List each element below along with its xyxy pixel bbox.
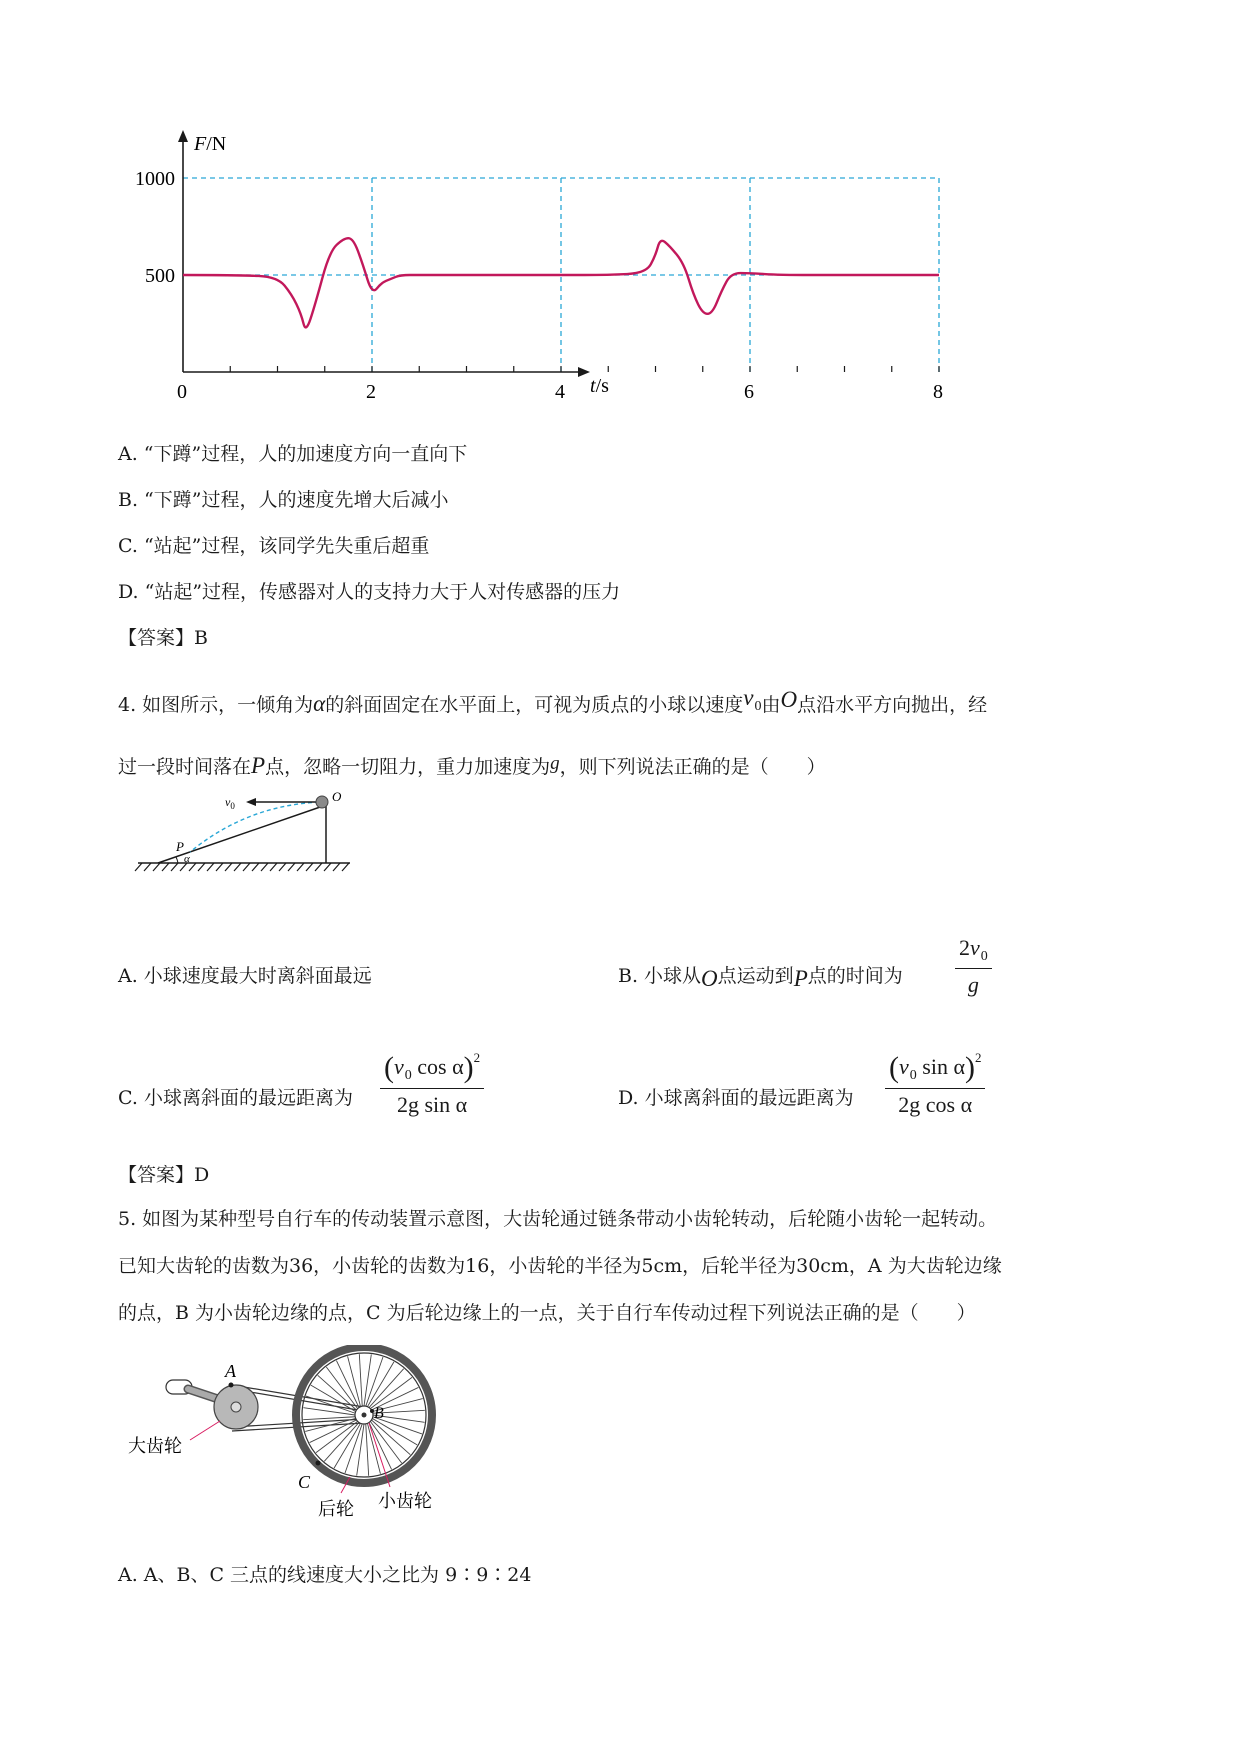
hatch-mark <box>216 863 223 871</box>
chart-axes <box>178 130 590 377</box>
spoke <box>305 1418 355 1431</box>
q4-option-c: C. 小球离斜面的最远距离为 <box>118 1087 353 1109</box>
q3-option-a: A. “下蹲”过程，人的加速度方向一直向下 <box>118 443 468 465</box>
small-gear-hub <box>362 1413 367 1418</box>
spoke <box>366 1424 369 1476</box>
hatch-mark <box>144 863 151 871</box>
q5-option-a: A. A、B、C 三点的线速度大小之比为 9∶9∶24 <box>118 1564 532 1586</box>
hatch-mark <box>261 863 268 871</box>
bicycle-transmission-figure <box>128 1345 468 1535</box>
hatch-mark <box>243 863 250 871</box>
q4-option-b: B. 小球从O点运动到P点的时间为 <box>618 965 903 991</box>
q3-option-b: B. “下蹲”过程，人的速度先增大后减小 <box>118 489 449 511</box>
hatch-mark <box>135 863 142 871</box>
x-axis-label: t/s <box>590 375 609 397</box>
x-tick-label: 8 <box>933 381 943 403</box>
fig-label-big-gear: 大齿轮 <box>128 1436 182 1457</box>
hatch-mark <box>234 863 241 871</box>
fig-o-label: O <box>332 789 342 804</box>
fig-label-a: A <box>225 1361 236 1381</box>
hatch-mark <box>153 863 160 871</box>
q4-answer: 【答案】D <box>118 1164 210 1186</box>
fig-alpha-label: α <box>184 853 190 865</box>
q4-option-d: D. 小球离斜面的最远距离为 <box>618 1087 854 1109</box>
hatch-mark <box>315 863 322 871</box>
fig-p-label: P <box>176 839 184 854</box>
q3-option-c: C. “站起”过程，该同学先失重后超重 <box>118 535 430 557</box>
y-axis-arrow <box>178 130 188 142</box>
hatch-mark <box>279 863 286 871</box>
hatch-mark <box>342 863 349 871</box>
x-tick-label: 6 <box>744 381 754 403</box>
hatch-mark <box>297 863 304 871</box>
x-tick-label: 0 <box>177 381 187 403</box>
chart-ticks <box>135 168 943 403</box>
point-c-dot <box>316 1461 321 1466</box>
x-axis-arrow <box>578 367 590 377</box>
hatch-mark <box>225 863 232 871</box>
y-tick-label: 500 <box>145 265 175 287</box>
hatch-mark <box>207 863 214 871</box>
q4-option-a: A. 小球速度最大时离斜面最远 <box>118 965 372 987</box>
y-axis-label: F/N <box>194 133 227 155</box>
spoke <box>367 1423 380 1473</box>
spoke <box>310 1420 357 1443</box>
fig-label-b: B <box>374 1405 384 1422</box>
spoke <box>359 1354 362 1406</box>
x-tick-label: 4 <box>555 381 565 403</box>
incline-projectile-figure <box>130 785 370 900</box>
fig-label-rear-wheel: 后轮 <box>318 1499 354 1520</box>
q4-option-b-fraction: $\frac{2v_0}{g}$ <box>955 935 992 998</box>
leader-big-gear <box>190 1421 220 1440</box>
angle-arc <box>176 857 178 863</box>
fig-label-c: C <box>298 1472 311 1492</box>
spoke <box>369 1422 392 1469</box>
y-tick-label: 1000 <box>135 168 175 190</box>
hatch-mark <box>198 863 205 871</box>
q5-stem-line2: 已知大齿轮的齿数为36，小齿轮的齿数为16，小齿轮的半径为5cm，后轮半径为30cm，A 为大齿轮边缘 <box>118 1255 1002 1277</box>
hatch-mark <box>270 863 277 871</box>
hatch-mark <box>288 863 295 871</box>
q4-option-c-fraction: $\frac{(v_0 \cos \alpha)^2}{\text{2g sin α}}$ <box>380 1050 484 1118</box>
q3-answer: 【答案】B <box>118 627 208 649</box>
q3-option-d: D. “站起”过程，传感器对人的支持力大于人对传感器的压力 <box>118 581 621 603</box>
x-tick-label: 2 <box>366 381 376 403</box>
point-a-dot <box>229 1383 234 1388</box>
spoke <box>336 1361 359 1408</box>
hatch-mark <box>171 863 178 871</box>
hatch-mark <box>333 863 340 871</box>
q4-option-d-fraction: $\frac{(v_0 \sin \alpha)^2}{\text{2g cos α}}$ <box>885 1050 985 1118</box>
hatch-mark <box>306 863 313 871</box>
fig-label-small-gear: 小齿轮 <box>378 1491 432 1512</box>
velocity-arrowhead <box>246 798 256 806</box>
q5-stem-line1: 5. 如图为某种型号自行车的传动装置示意图，大齿轮通过链条带动小齿轮转动，后轮随小齿轮一起转动。 <box>118 1208 998 1230</box>
q4-option-d-fn: sin α <box>922 1054 965 1079</box>
spoke <box>303 1417 355 1420</box>
spoke <box>326 1367 357 1409</box>
q4-option-c-fn: cos α <box>417 1054 464 1079</box>
q4-stem-line2: 过一段时间落在P点，忽略一切阻力，重力加速度为g，则下列说法正确的是（ ） <box>118 753 826 778</box>
hatch-mark <box>252 863 259 871</box>
q4-stem-line1: 4. 如图所示，一倾角为α的斜面固定在水平面上，可视为质点的小球以速度$v_0$由O点沿水平方向抛出，经 <box>118 685 988 716</box>
spoke <box>366 1357 383 1406</box>
fig-v0-label: $v_0$ <box>225 795 235 811</box>
hatch-mark <box>189 863 196 871</box>
force-time-chart <box>0 0 1240 420</box>
spoke <box>348 1356 361 1406</box>
spoke <box>357 1424 364 1476</box>
ball-icon <box>316 796 328 808</box>
ground-hatching <box>135 863 349 871</box>
q5-stem-line3: 的点，B 为小齿轮边缘的点，C 为后轮边缘上的一点，关于自行车传动过程下列说法正确的是（ ） <box>118 1302 976 1324</box>
spoke <box>370 1377 412 1408</box>
hatch-mark <box>324 863 331 871</box>
big-gear-hub <box>231 1402 241 1412</box>
spoke <box>345 1424 362 1473</box>
hatch-mark <box>162 863 169 871</box>
spoke <box>364 1354 371 1406</box>
